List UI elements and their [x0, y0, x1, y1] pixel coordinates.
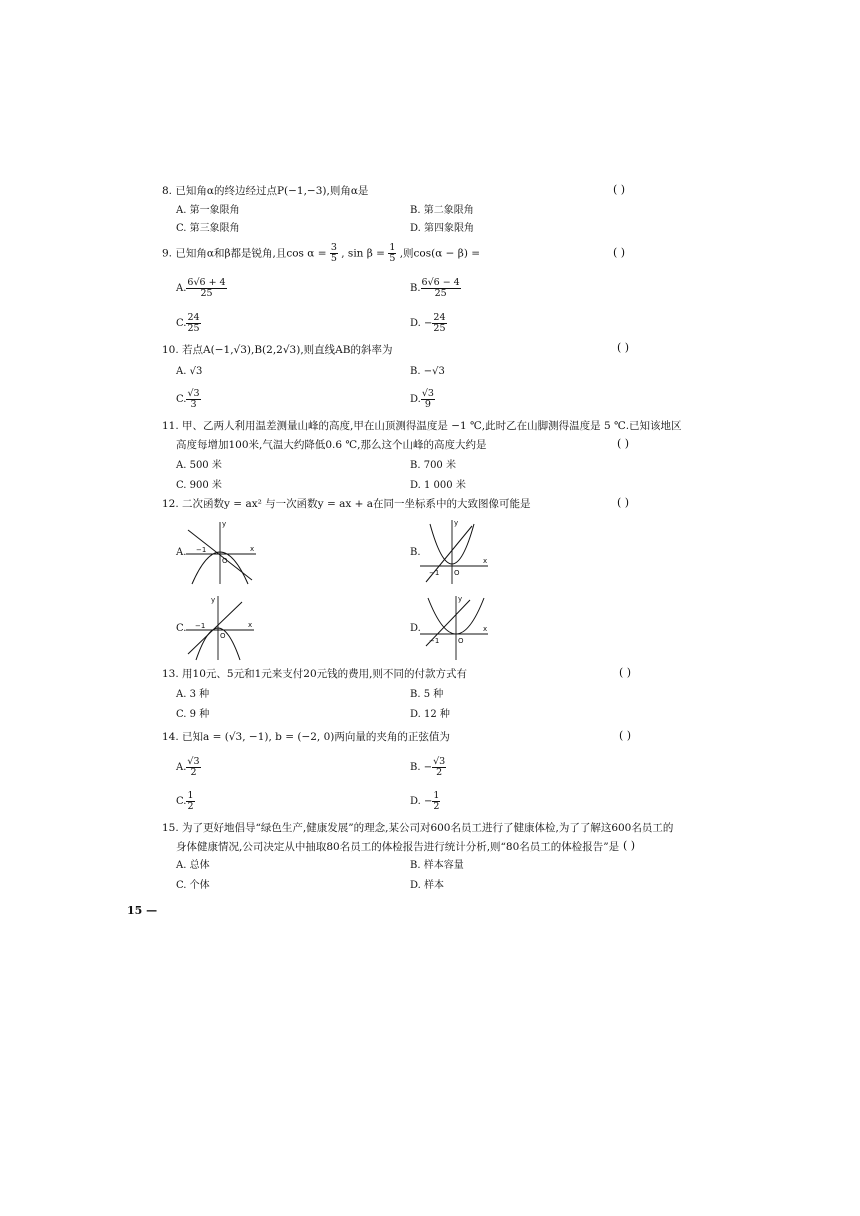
option-c: C. $\frac{1}{2}$: [176, 790, 194, 812]
answer-parens: ( ): [619, 729, 632, 742]
option-b: B. 样本容量: [410, 860, 464, 871]
option-c: C. 第三象限角: [176, 223, 240, 234]
question-13-stem: 13. 用10元、5元和1元来支付20元钱的费用,则不同的付款方式有: [162, 668, 467, 680]
graph-option-c: [186, 594, 258, 662]
option-a: A. 3 种: [176, 689, 210, 700]
graph-option-d: [420, 594, 492, 662]
axis-x-label: x: [483, 557, 488, 565]
answer-parens: ( ): [623, 839, 636, 852]
tick-label: −1: [429, 637, 440, 645]
origin-label: O: [458, 637, 464, 645]
graph-option-a: [186, 518, 258, 586]
axis-x-label: x: [483, 625, 488, 633]
axis-y-label: y: [458, 595, 463, 603]
answer-parens: ( ): [617, 341, 630, 354]
stem-text: 9. 已知角α和β都是锐角,且cos α =: [162, 247, 327, 260]
axis-y-label: y: [222, 520, 227, 528]
origin-label: O: [222, 557, 228, 565]
answer-parens: ( ): [619, 666, 632, 679]
option-b: B. 第二象限角: [410, 205, 474, 216]
option-d: D. − $\frac{1}{2}$: [410, 790, 440, 812]
option-b: B. $\frac{6√6 - 4}{25}$: [410, 277, 460, 299]
answer-parens: ( ): [613, 246, 626, 259]
option-a: A. √3: [176, 366, 203, 377]
question-11-stem-line1: 11. 甲、乙两人利用温差测量山峰的高度,甲在山顶测得温度是 −1 ℃,此时乙在山脚测得温度是 5 ℃.已知该地区: [162, 420, 682, 432]
answer-parens: ( ): [617, 496, 630, 509]
option-c: C. $\frac{√3}{3}$: [176, 388, 200, 410]
tick-label: −1: [429, 569, 440, 577]
option-c: C. 9 种: [176, 709, 210, 720]
option-a: A. 总体: [176, 860, 210, 871]
origin-label: O: [220, 632, 226, 640]
question-10-stem: 10. 若点A(−1,√3),B(2,2√3),则直线AB的斜率为: [162, 344, 393, 356]
option-d: D. 1 000 米: [410, 480, 466, 491]
origin-label: O: [454, 569, 460, 577]
tick-label: −1: [195, 622, 206, 630]
question-12-stem: 12. 二次函数y = ax² 与一次函数y = ax + a在同一坐标系中的大致图像可能是: [162, 498, 531, 510]
option-d: D. 样本: [410, 880, 445, 891]
axis-x-label: x: [248, 621, 253, 629]
fraction: $\frac{3}{5}$: [330, 242, 337, 264]
option-b: B. 5 种: [410, 689, 444, 700]
option-a: A. 第一象限角: [176, 205, 240, 216]
option-d: D. 12 种: [410, 709, 450, 720]
option-b: B. 700 米: [410, 460, 456, 471]
tick-label: −1: [196, 546, 207, 554]
question-15-stem-line2: 身体健康情况,公司决定从中抽取80名员工的体检报告进行统计分析,则“80名员工的体检报告”是: [176, 841, 620, 853]
option-c: C.: [176, 623, 187, 634]
option-a: A. 500 米: [176, 460, 222, 471]
option-b: B. −√3: [410, 366, 445, 377]
option-a: A. $\frac{6√6 + 4}{25}$: [176, 277, 226, 299]
option-d: D. $\frac{√3}{9}$: [410, 388, 434, 410]
question-11-stem-line2: 高度每增加100米,气温大约降低0.6 ℃,那么这个山峰的高度大约是: [176, 439, 487, 451]
option-c: C. 个体: [176, 880, 210, 891]
answer-parens: ( ): [617, 437, 630, 450]
option-b: B. − $\frac{√3}{2}$: [410, 756, 446, 778]
axis-y-label: y: [454, 519, 459, 527]
option-a: A.: [176, 547, 187, 558]
page-number: 15 —: [127, 904, 158, 917]
fraction: $\frac{1}{5}$: [389, 242, 396, 264]
option-a: A. $\frac{√3}{2}$: [176, 756, 200, 778]
stem-text: ,则cos(α − β) =: [399, 247, 481, 260]
axis-x-label: x: [250, 545, 255, 553]
graph-option-b: [420, 518, 492, 586]
option-d: D.: [410, 623, 421, 634]
option-d: D. 第四象限角: [410, 223, 475, 234]
question-15-stem-line1: 15. 为了更好地倡导“绿色生产,健康发展”的理念,某公司对600名员工进行了健康体检,为了了解这600名员工的: [162, 822, 674, 834]
stem-text: , sin β =: [341, 247, 385, 260]
option-c: C. $\frac{24}{25}$: [176, 312, 200, 334]
answer-parens: ( ): [613, 183, 626, 196]
option-b: B.: [410, 547, 421, 558]
question-14-stem: 14. 已知a = (√3, −1), b = (−2, 0)两向量的夹角的正弦值为: [162, 731, 450, 743]
option-d: D. − $\frac{24}{25}$: [410, 312, 446, 334]
question-8-stem: 8. 已知角α的终边经过点P(−1,−3),则角α是: [162, 185, 369, 197]
option-c: C. 900 米: [176, 480, 222, 491]
axis-y-label: y: [211, 596, 216, 604]
question-9-stem: [162, 243, 480, 264]
